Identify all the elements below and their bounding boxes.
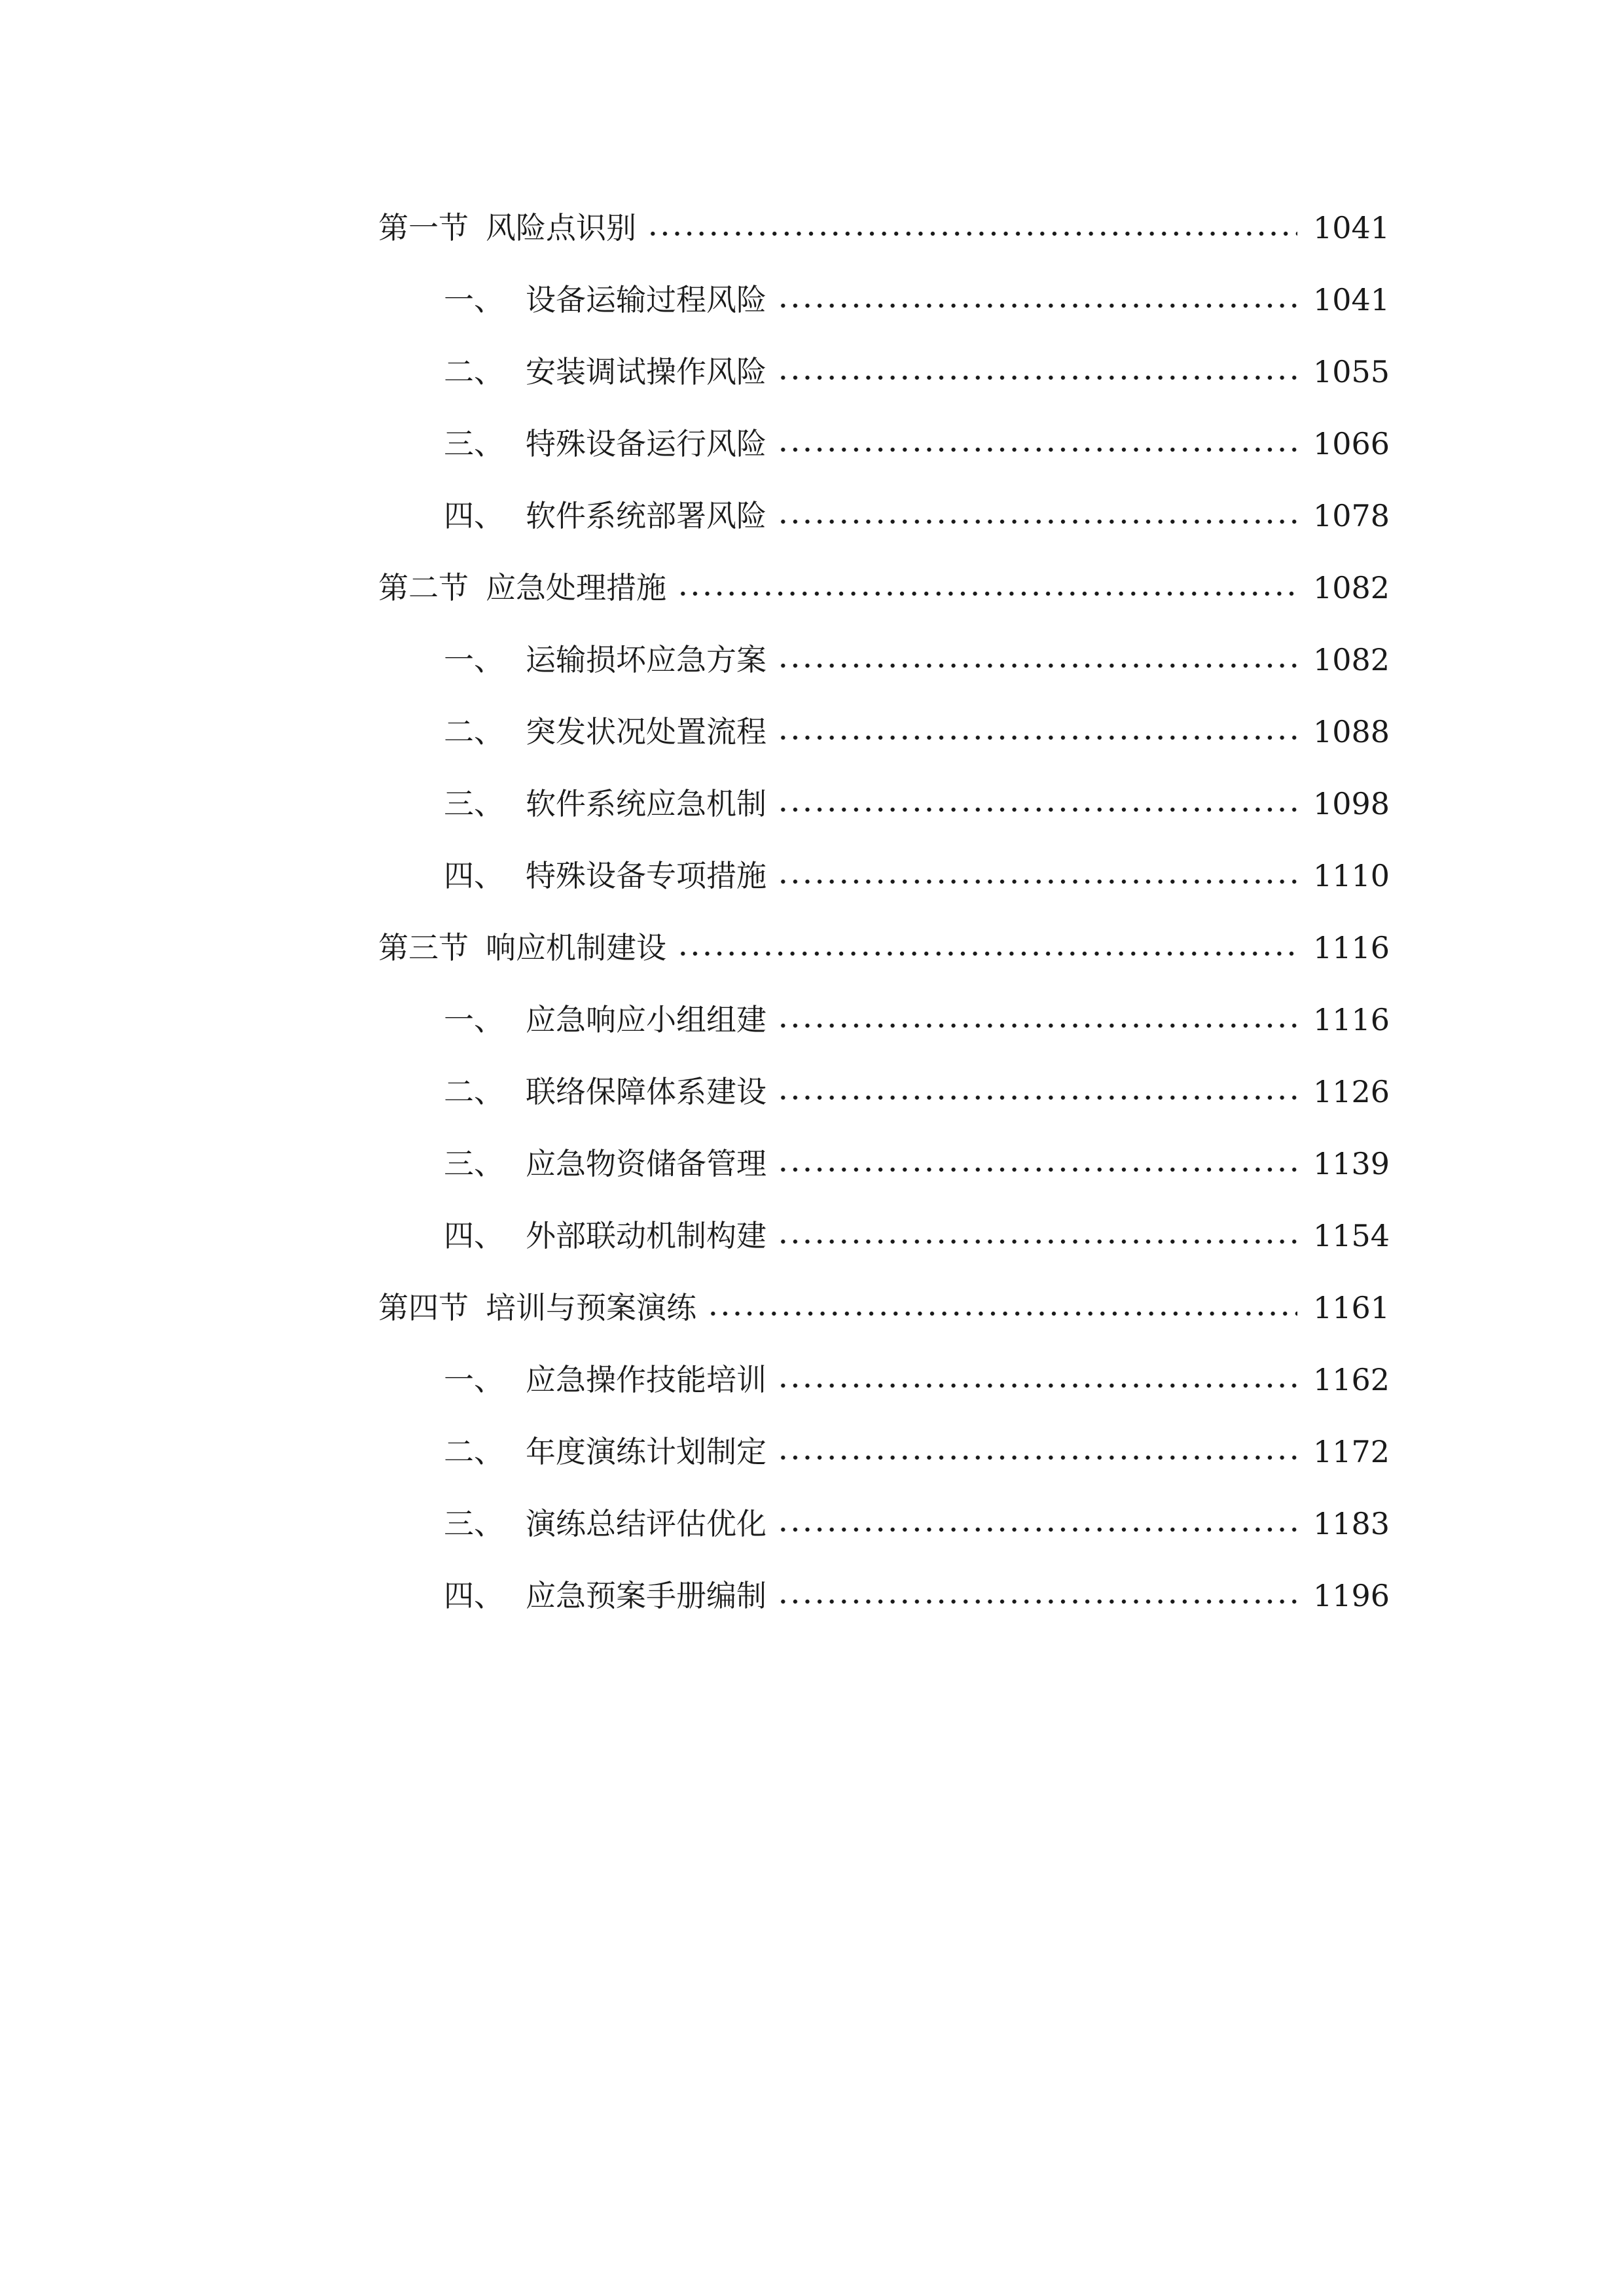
toc-item-title: 联络保障体系建设 — [526, 1074, 767, 1109]
dot-leader — [777, 1370, 1297, 1390]
dot-leader — [777, 866, 1297, 886]
toc-item-row[interactable] — [0, 1128, 1624, 1200]
toc-item-number: 一、 — [444, 282, 504, 317]
toc-item-title: 设备运输过程风险 — [526, 282, 767, 317]
toc-item-row[interactable] — [0, 840, 1624, 912]
toc-item-row[interactable] — [0, 1200, 1624, 1272]
toc-item-title: 演练总结评估优化 — [526, 1506, 767, 1541]
dot-leader — [647, 218, 1297, 238]
dot-leader — [777, 1226, 1297, 1246]
toc-item-number: 四、 — [444, 498, 504, 533]
toc-section-number: 第三节 — [378, 930, 469, 965]
dot-leader — [777, 434, 1297, 454]
toc-item-row[interactable] — [0, 1560, 1624, 1632]
toc-item-row[interactable] — [0, 480, 1624, 552]
toc-item-title: 应急物资储备管理 — [526, 1146, 767, 1181]
toc-item-title: 特殊设备专项措施 — [526, 858, 767, 893]
toc-section-title: 培训与预案演练 — [486, 1290, 696, 1325]
toc-item-row[interactable] — [0, 336, 1624, 408]
toc-item-row[interactable] — [0, 984, 1624, 1056]
toc-page-number: 1078 — [1313, 498, 1390, 533]
toc-page-number: 1082 — [1313, 570, 1390, 605]
toc-item-number: 三、 — [444, 786, 504, 821]
toc-item-title: 运输损坏应急方案 — [526, 642, 767, 677]
toc-item-number: 四、 — [444, 858, 504, 893]
toc-item-number: 三、 — [444, 426, 504, 461]
toc-page-number: 1162 — [1313, 1362, 1390, 1397]
toc-item-title: 应急响应小组组建 — [526, 1002, 767, 1037]
dot-leader — [707, 1298, 1297, 1318]
toc-section-row[interactable] — [0, 1272, 1624, 1344]
dot-leader — [777, 1442, 1297, 1462]
toc-item-row[interactable] — [0, 768, 1624, 840]
toc-page-number: 1172 — [1313, 1434, 1390, 1469]
dot-leader — [777, 650, 1297, 670]
toc-section-title: 响应机制建设 — [486, 930, 666, 965]
toc-item-row[interactable] — [0, 264, 1624, 336]
toc-section-number: 第一节 — [378, 210, 469, 245]
dot-leader — [777, 1010, 1297, 1030]
toc-item-number: 二、 — [444, 1074, 504, 1109]
dot-leader — [677, 938, 1297, 958]
toc-section-title: 应急处理措施 — [486, 570, 666, 605]
toc-item-number: 二、 — [444, 1434, 504, 1469]
toc-page-number: 1041 — [1313, 210, 1390, 245]
toc-section-number: 第二节 — [378, 570, 469, 605]
toc-item-number: 四、 — [444, 1218, 504, 1253]
dot-leader — [777, 1514, 1297, 1534]
dot-leader — [777, 506, 1297, 526]
toc-page-number: 1116 — [1313, 930, 1390, 965]
toc-section-row[interactable] — [0, 192, 1624, 264]
dot-leader — [777, 794, 1297, 814]
dot-leader — [677, 578, 1297, 598]
toc-item-row[interactable] — [0, 1344, 1624, 1416]
toc-item-title: 外部联动机制构建 — [526, 1218, 767, 1253]
dot-leader — [777, 1154, 1297, 1174]
toc-page-number: 1183 — [1313, 1506, 1390, 1541]
toc-item-number: 一、 — [444, 642, 504, 677]
toc-item-number: 二、 — [444, 354, 504, 389]
toc-page-number: 1088 — [1313, 714, 1390, 749]
dot-leader — [777, 1082, 1297, 1102]
toc-item-row[interactable] — [0, 624, 1624, 696]
toc-page-number: 1126 — [1313, 1074, 1390, 1109]
toc-item-title: 特殊设备运行风险 — [526, 426, 767, 461]
dot-leader — [777, 1586, 1297, 1605]
toc-item-row[interactable] — [0, 696, 1624, 768]
toc-section-title: 风险点识别 — [486, 210, 636, 245]
toc-item-number: 三、 — [444, 1146, 504, 1181]
toc-page-number: 1055 — [1313, 354, 1390, 389]
toc-page-number: 1196 — [1313, 1578, 1390, 1613]
toc-item-row[interactable] — [0, 1056, 1624, 1128]
toc-item-number: 三、 — [444, 1506, 504, 1541]
toc-item-title: 软件系统部署风险 — [526, 498, 767, 533]
toc-page-number: 1139 — [1313, 1146, 1390, 1181]
toc-item-title: 突发状况处置流程 — [526, 714, 767, 749]
toc-section-row[interactable] — [0, 552, 1624, 624]
toc-item-number: 一、 — [444, 1362, 504, 1397]
toc-page-number: 1098 — [1313, 786, 1390, 821]
toc-section-number: 第四节 — [378, 1290, 469, 1325]
toc-section-row[interactable] — [0, 912, 1624, 984]
dot-leader — [777, 722, 1297, 742]
toc-item-title: 应急操作技能培训 — [526, 1362, 767, 1397]
dot-leader — [777, 362, 1297, 382]
toc-page-number: 1110 — [1313, 858, 1390, 893]
toc-item-number: 一、 — [444, 1002, 504, 1037]
toc-item-number: 二、 — [444, 714, 504, 749]
toc-page-number: 1161 — [1313, 1290, 1390, 1325]
toc-item-number: 四、 — [444, 1578, 504, 1613]
toc-item-title: 应急预案手册编制 — [526, 1578, 767, 1613]
toc-page-number: 1082 — [1313, 642, 1390, 677]
toc-page-number: 1041 — [1313, 282, 1390, 317]
toc-page-number: 1066 — [1313, 426, 1390, 461]
toc-page-number: 1154 — [1313, 1218, 1390, 1253]
dot-leader — [777, 290, 1297, 310]
toc-item-title: 安装调试操作风险 — [526, 354, 767, 389]
toc-page-number: 1116 — [1313, 1002, 1390, 1037]
toc-item-title: 年度演练计划制定 — [526, 1434, 767, 1469]
toc-item-row[interactable] — [0, 1488, 1624, 1560]
toc-item-title: 软件系统应急机制 — [526, 786, 767, 821]
table-of-contents — [0, 192, 1624, 1632]
toc-item-row[interactable] — [0, 408, 1624, 480]
toc-item-row[interactable] — [0, 1416, 1624, 1488]
